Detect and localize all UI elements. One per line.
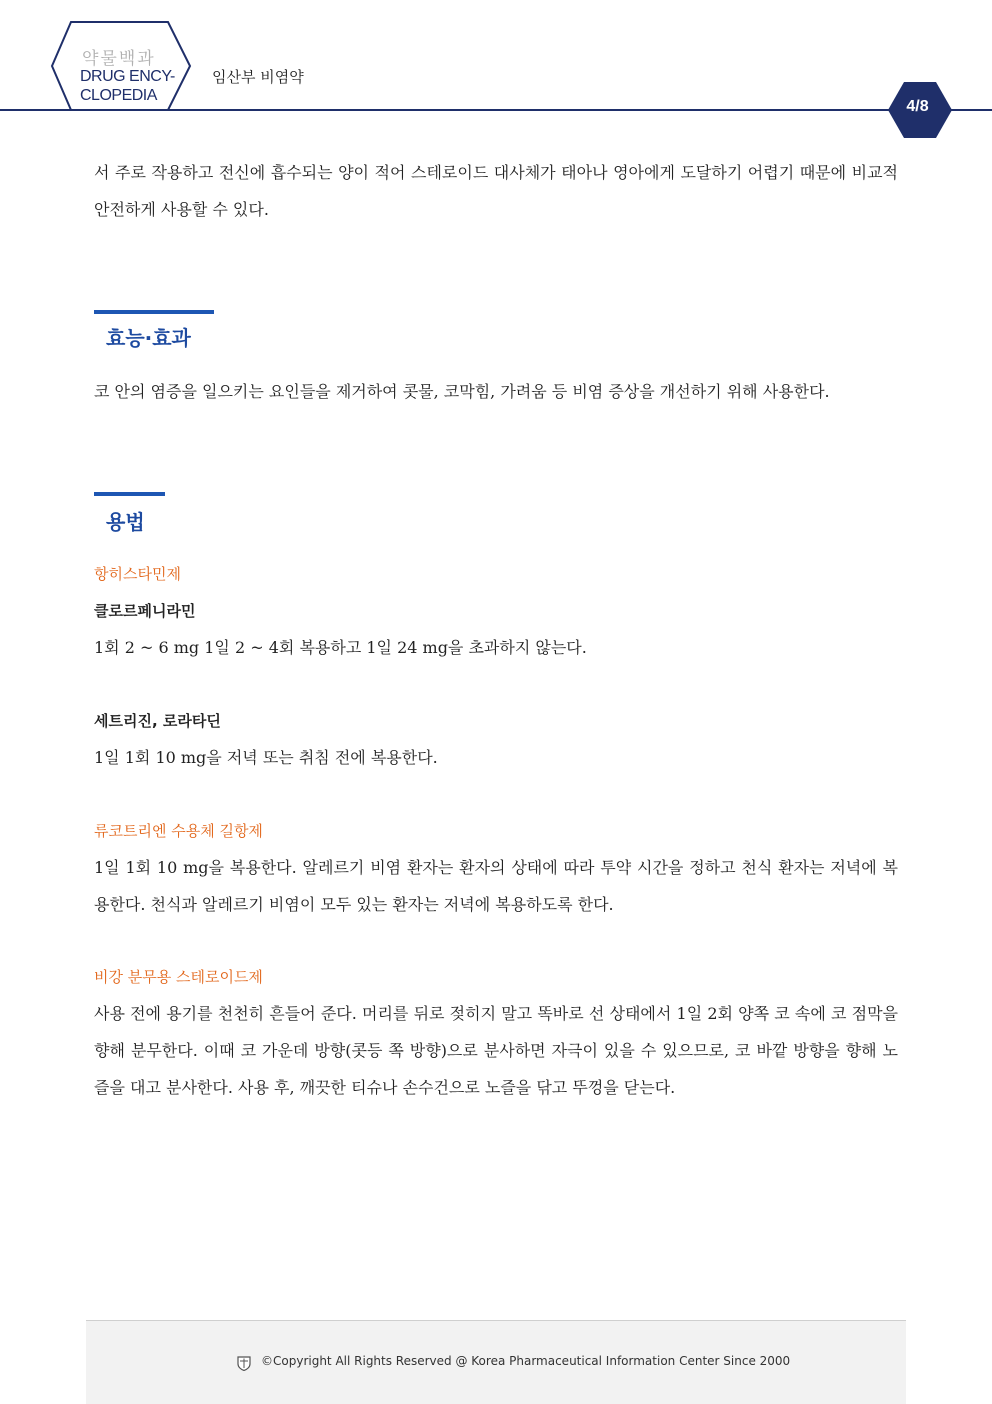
- nasal-spray-heading: 비강 분무용 스테로이드제: [94, 968, 263, 986]
- antihistamine-heading: 항히스타민제: [94, 565, 181, 583]
- logo-english-line1: DRUG ENCY-: [80, 68, 175, 85]
- nasal-spray-dosage: 사용 전에 용기를 천천히 흔들어 준다. 머리를 뒤로 젖히지 말고 똑바로 선 상태에서 1일 2회 양쪽 코 속에 코 점막을 향해 분무한다. 이때 코 가운데 방향(콧등 쪽 방향)으로 분사하면 자극이 있을 수 있으므로, 코 바깥 방향을 향해 노즐을 대고 분사한다. 사용 후, 깨끗한 티슈나 손수건으로 노즐을 닦고 뚜껑을 닫는다.: [94, 1004, 898, 1097]
- leukotriene-heading: 류코트리엔 수용체 길항제: [94, 822, 263, 840]
- cetirizine-name: 세트리진, 로라타딘: [94, 712, 221, 730]
- page-header: [0, 0, 992, 140]
- efficacy-section-bar: [94, 310, 214, 314]
- copyright-text: ©Copyright All Rights Reserved @ Korea Pharmaceutical Information Center Since 2000: [261, 1354, 791, 1368]
- cetirizine-dosage: 1일 1회 10 mg을 저녁 또는 취침 전에 복용한다.: [94, 748, 438, 767]
- efficacy-paragraph: 코 안의 염증을 일으키는 요인들을 제거하여 콧물, 코막힘, 가려움 등 비염 증상을 개선하기 위해 사용한다.: [94, 382, 830, 401]
- logo-korean: 약물백과: [82, 49, 156, 69]
- kpic-shield-icon: [236, 1355, 252, 1371]
- efficacy-section-title: 효능·효과: [106, 326, 191, 350]
- logo-english-line2: CLOPEDIA: [80, 87, 157, 104]
- chlorpheniramine-name: 클로르페니라민: [94, 602, 196, 620]
- intro-paragraph: 서 주로 작용하고 전신에 흡수되는 양이 적어 스테로이드 대사체가 태아나 영아에게 도달하기 어렵기 때문에 비교적 안전하게 사용할 수 있다.: [94, 163, 898, 219]
- chlorpheniramine-dosage: 1회 2 ~ 6 mg 1일 2 ~ 4회 복용하고 1일 24 mg을 초과하지 않는다.: [94, 638, 587, 657]
- page-footer: [86, 1320, 906, 1404]
- leukotriene-dosage: 1일 1회 10 mg을 복용한다. 알레르기 비염 환자는 환자의 상태에 따라 투약 시간을 정하고 천식 환자는 저녁에 복용한다. 천식과 알레르기 비염이 모두 있는 환자는 저녁에 복용하도록 한다.: [94, 858, 898, 914]
- page-indicator: 4/8: [906, 98, 929, 115]
- dosage-section-bar: [94, 492, 165, 496]
- dosage-section-title: 용법: [106, 510, 145, 534]
- document-title: 임산부 비염약: [212, 68, 304, 86]
